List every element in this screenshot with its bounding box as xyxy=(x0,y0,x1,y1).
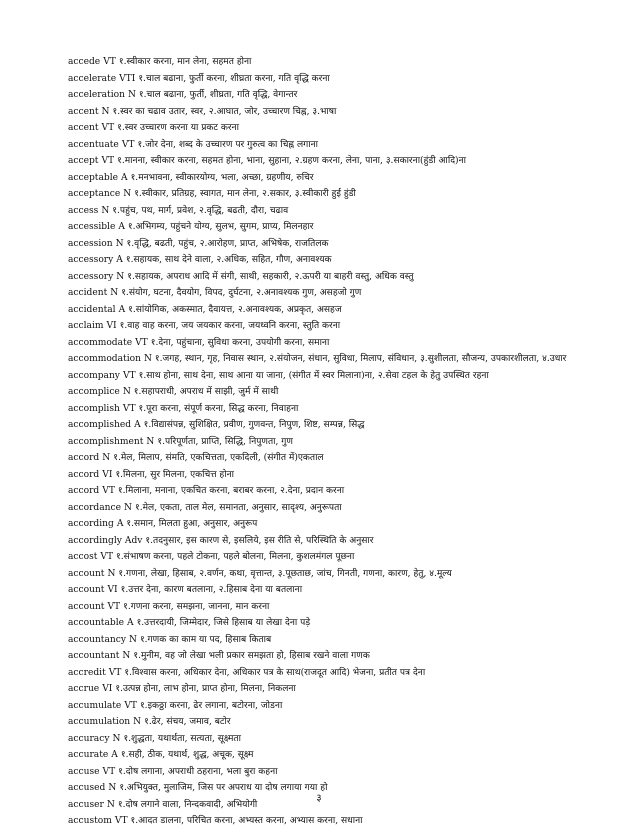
part-of-speech: N xyxy=(128,634,137,645)
part-of-speech: N xyxy=(108,783,117,793)
part-of-speech: VT xyxy=(135,337,148,348)
headword: accord xyxy=(68,469,100,480)
part-of-speech: VT xyxy=(108,667,122,678)
part-of-speech: VT xyxy=(102,486,115,496)
dictionary-entry xyxy=(68,285,588,302)
headword: accessory xyxy=(68,255,114,265)
part-of-speech: VT xyxy=(121,139,135,150)
definition: १.गणना, लेखा, हिसाब, २.वर्णन, कथा, वृत्तान्त, ३.पूछताछ, जांच, गिनती, गणना, कारण, हेतु, ४.मूल्य xyxy=(118,568,452,579)
headword: accordance xyxy=(68,502,122,513)
headword: accurate xyxy=(68,750,109,760)
headword: accuracy xyxy=(68,733,110,744)
definition: १.पहुंच, पथ, मार्ग, प्रवेश, २.वृद्धि, बढती, दौरा, चढाव xyxy=(112,205,289,216)
dictionary-entry xyxy=(68,153,588,170)
dictionary-entry xyxy=(68,269,588,286)
part-of-speech: A xyxy=(118,222,125,232)
dictionary-entry xyxy=(68,450,588,467)
dictionary-entry xyxy=(68,566,588,583)
definition: १.चाल बढाना, फुर्ती करना, शीघ्रता करना, गति वृद्धि करना xyxy=(138,73,330,84)
definition: १.मिलना, सुर मिलना, एकचित्त होना xyxy=(115,469,235,480)
definition: १.जगह, स्थान, गृह, निवास स्थान, २.संयोजन, संधान, सुविधा, मिलाप, संविधान, ३.सुशीलता, सौजन्य, उपकारशीलता, ४.उधार xyxy=(154,354,567,364)
definition: १.तदनुसार, इस कारण से, इसलिये, इस रीति से, परिस्थिति के अनुसार xyxy=(145,535,374,546)
dictionary-entry xyxy=(68,714,588,731)
dictionary-entry xyxy=(68,500,588,517)
dictionary-entry xyxy=(68,170,588,187)
dictionary-entry xyxy=(68,203,588,220)
part-of-speech: N xyxy=(112,733,121,744)
definition: १.दोष लगाना, अपराधी ठहराना, भला बुरा कहना xyxy=(118,766,278,777)
dictionary-entry xyxy=(68,582,588,599)
headword: accountable xyxy=(68,618,124,628)
definition: १.सहायक, साथ देने वाला, २.अधिक, सहित, गौण, अनावश्यक xyxy=(125,255,332,265)
headword: accumulate xyxy=(68,700,122,711)
definition: १.साथ होना, साथ देना, साथ आना या जाना, (संगीत में स्वर मिलाना)ना, २.सेवा टहल के हेतु उपस्थित रहना xyxy=(138,370,489,381)
part-of-speech: VI xyxy=(102,684,113,694)
part-of-speech: N xyxy=(146,436,155,447)
headword: accelerate xyxy=(68,73,117,84)
headword: account xyxy=(68,568,105,579)
definition: १.संयोग, घटना, दैवयोग, विपद, दुर्घटना, २.अनावश्यक गुण, असहजो गुण xyxy=(121,288,362,298)
definition: १.स्वर का चढाव उतार, स्वर, २.आघात, जोर, उच्चारण चिह्न, ३.भाषा xyxy=(112,106,337,117)
definition: १.ढेर, संचय, जमाव, बटोर xyxy=(144,717,231,727)
part-of-speech: A xyxy=(126,618,134,628)
page-number: ३ xyxy=(316,793,322,804)
part-of-speech: N xyxy=(101,106,110,117)
part-of-speech: VT xyxy=(122,370,136,381)
headword: accessory xyxy=(68,271,114,282)
definition: १.सही, ठीक, यथार्थ, शुद्ध, अचूक, सूक्ष्म xyxy=(120,750,254,760)
headword: accountant xyxy=(68,651,120,661)
definition: १.समान, मिलता हुआ, अनुसार, अनुरूप xyxy=(126,519,258,529)
definition: १.पूरा करना, संपूर्ण करना, सिद्ध करना, निवाहना xyxy=(138,403,299,414)
dictionary-entry xyxy=(68,764,588,781)
definition: १.सहापराधी, अपराध में साझी, जुर्म में साथी xyxy=(133,387,279,397)
dictionary-entry xyxy=(68,186,588,203)
part-of-speech: VT xyxy=(114,816,128,826)
headword: accent xyxy=(68,123,99,133)
part-of-speech: A xyxy=(116,255,123,265)
dictionary-entry xyxy=(68,351,588,368)
headword: acceptance xyxy=(68,189,121,199)
dictionary-entry xyxy=(68,120,588,137)
headword: accord xyxy=(68,486,100,496)
part-of-speech: VT xyxy=(124,700,137,711)
part-of-speech: VT xyxy=(122,403,136,414)
part-of-speech: N xyxy=(102,453,111,463)
headword: accountancy xyxy=(68,634,126,645)
definition: १.शुद्धता, यथार्थता, सत्यता, सूक्ष्मता xyxy=(123,733,241,744)
definition: १.अभियुक्त, मुलाजिम, जिस पर अपराध या दोष लगाया गया हो xyxy=(119,783,328,793)
part-of-speech: N xyxy=(115,238,124,249)
part-of-speech: A xyxy=(134,420,141,430)
definition: १.स्वीकार, प्रतिग्रह, स्वागत, मान लेना, २.सकार, ३.स्वीकारी हुई हुंडी xyxy=(134,189,356,199)
headword: accession xyxy=(68,238,113,249)
definition: १.विश्वास करना, अधिकार देना, अधिकार पत्र के साथ(राजदूत आदि) भेजना, प्रतीत पत्र देना xyxy=(124,667,426,678)
headword: accost xyxy=(68,552,98,562)
part-of-speech: A xyxy=(111,750,118,760)
dictionary-entry xyxy=(68,698,588,715)
headword: accordingly xyxy=(68,535,122,546)
part-of-speech: VT xyxy=(101,156,115,166)
definition: १.गणना करना, समझना, जानना, मान करना xyxy=(123,601,270,612)
definition: १.वृद्धि, बढती, पहुंच, २.आरोहण, प्राप्त, अभिषेक, राजतिलक xyxy=(126,238,329,249)
dictionary-entry xyxy=(68,483,588,500)
definition: १.उत्तरदायी, जिम्मेदार, जिसे हिसाब या लेखा देना पड़े xyxy=(136,618,311,628)
dictionary-entry xyxy=(68,417,588,434)
definition: १.आदत डालना, परिचित करना, अभ्यस्त करना, अभ्यास करना, सधाना xyxy=(130,816,363,826)
part-of-speech: N xyxy=(122,651,131,661)
headword: accessible xyxy=(68,222,116,232)
definition: १.मिलाना, मनाना, एकचित करना, बराबर करना, २.देना, प्रदान करना xyxy=(117,486,345,496)
headword: accompany xyxy=(68,370,120,381)
definition: १.स्वीकार करना, मान लेना, सहमत होना xyxy=(118,57,252,67)
part-of-speech: N xyxy=(116,271,125,282)
dictionary-entry xyxy=(68,731,588,748)
headword: accede xyxy=(68,57,101,67)
part-of-speech: N xyxy=(124,502,132,513)
definition: १.सहायक, अपराध आदि में संगी, साथी, सहकारी, २.ऊपरी या बाहरी वस्तु, अधिक वस्तु xyxy=(127,271,414,282)
dictionary-entry xyxy=(68,54,588,71)
dictionary-entry xyxy=(68,615,588,632)
dictionary-entry xyxy=(68,747,588,764)
headword: accumulation xyxy=(68,717,131,727)
definition: १.इकठ्ठा करना, ढेर लगाना, बटोरना, जोडना xyxy=(139,700,283,711)
part-of-speech: A xyxy=(118,304,126,315)
dictionary-entry xyxy=(68,434,588,451)
part-of-speech: N xyxy=(127,90,136,100)
dictionary-entry xyxy=(68,335,588,352)
headword: acclaim xyxy=(68,321,104,331)
part-of-speech: VT xyxy=(103,57,116,67)
part-of-speech: VI xyxy=(102,469,113,480)
part-of-speech: VTI xyxy=(119,73,136,84)
definition: १.उत्तर देना, कारण बतलाना, २.हिसाब देना या बतलाना xyxy=(120,585,303,595)
headword: accidental xyxy=(68,304,116,315)
dictionary-entry xyxy=(68,252,588,269)
headword: accept xyxy=(68,156,99,166)
definition: १.स्वर उच्चारण करना या प्रकट करना xyxy=(117,123,239,133)
headword: acceleration xyxy=(68,90,125,100)
dictionary-entry xyxy=(68,87,588,104)
headword: accomplishment xyxy=(68,436,144,447)
part-of-speech: N xyxy=(133,717,142,727)
dictionary-entry xyxy=(68,549,588,566)
dictionary-entry xyxy=(68,648,588,665)
part-of-speech: VI xyxy=(106,321,117,331)
part-of-speech: VI xyxy=(107,585,118,595)
part-of-speech: N xyxy=(106,799,115,810)
part-of-speech: N xyxy=(101,205,110,216)
headword: access xyxy=(68,205,99,216)
headword: accrue xyxy=(68,684,100,694)
definition: १.मेल, मिलाप, संमति, एकचित्तता, एकदिली, (संगीत में)एकताल xyxy=(113,453,324,463)
entry-list xyxy=(68,54,588,830)
headword: account xyxy=(68,601,105,612)
headword: accuser xyxy=(68,799,104,810)
part-of-speech: N xyxy=(143,354,152,364)
definition: १.अभिगम्य, पहुंचने योग्य, सुलभ, सुगम, प्राप्य, मिलनहार xyxy=(127,222,314,232)
dictionary-entry xyxy=(68,813,588,830)
headword: account xyxy=(68,585,105,595)
dictionary-entry xyxy=(68,104,588,121)
dictionary-entry xyxy=(68,516,588,533)
headword: accord xyxy=(68,453,100,463)
definition: १.जोर देना, शब्द के उच्चारण पर गुरुत्व का चिह्न लगाना xyxy=(137,139,318,150)
part-of-speech: N xyxy=(122,387,131,397)
part-of-speech: N xyxy=(107,568,116,579)
dictionary-entry xyxy=(68,533,588,550)
headword: accomplish xyxy=(68,403,120,414)
definition: १.उत्पन्न होना, लाभ होना, प्राप्त होना, मिलना, निकलना xyxy=(115,684,296,694)
headword: according xyxy=(68,519,114,529)
dictionary-entry xyxy=(68,318,588,335)
definition: १.देना, पहुंचाना, सुविधा करना, उपयोगी करना, समाना xyxy=(150,337,330,348)
dictionary-entry xyxy=(68,236,588,253)
part-of-speech: N xyxy=(110,288,119,298)
dictionary-entry xyxy=(68,219,588,236)
dictionary-entry xyxy=(68,665,588,682)
headword: accommodation xyxy=(68,354,141,364)
definition: १.मनभावना, स्वीकारयोग्य, भला, अच्छा, ग्रहणीय, रुचिर xyxy=(130,172,314,183)
definition: १.गणक का काम या पद, हिसाब किताब xyxy=(139,634,272,645)
part-of-speech: VT xyxy=(107,601,121,612)
dictionary-entry xyxy=(68,681,588,698)
definition: १.संभाषण करना, पहले टोकना, पहले बोलना, मिलना, कुशलमंगल पूछना xyxy=(116,552,355,562)
headword: accredit xyxy=(68,667,106,678)
headword: acceptable xyxy=(68,172,118,183)
dictionary-entry xyxy=(68,632,588,649)
definition: १.चाल बढाना, फुर्ती, शीघ्रता, गति वृद्धि, वेगान्तर xyxy=(138,90,298,100)
dictionary-entry xyxy=(68,467,588,484)
headword: accommodate xyxy=(68,337,133,348)
headword: accent xyxy=(68,106,99,117)
dictionary-entry xyxy=(68,384,588,401)
dictionary-entry xyxy=(68,599,588,616)
part-of-speech: VT xyxy=(100,552,114,562)
headword: accuse xyxy=(68,766,100,777)
part-of-speech: N xyxy=(123,189,132,199)
headword: accident xyxy=(68,288,108,298)
headword: accustom xyxy=(68,816,112,826)
definition: १.वाह वाह करना, जय जयकार करना, जयध्वनि करना, स्तुति करना xyxy=(119,321,341,331)
definition: १.मेल, एकता, ताल मेल, समानता, अनुसार, सादृश्य, अनुरूपता xyxy=(134,502,342,513)
dictionary-entry xyxy=(68,71,588,88)
headword: accomplished xyxy=(68,420,132,430)
part-of-speech: Adv xyxy=(124,535,143,546)
part-of-speech: A xyxy=(116,519,124,529)
definition: १.दोष लगाने वाला, निन्दकवादी, अभियोगी xyxy=(117,799,258,810)
part-of-speech: VT xyxy=(101,123,115,133)
headword: accused xyxy=(68,783,106,793)
definition: १.सांयोगिक, अकस्मात, दैवायत्त, २.अनावश्यक, अप्रकृत, असहज xyxy=(128,304,342,315)
part-of-speech: A xyxy=(121,172,128,183)
dictionary-entry xyxy=(68,401,588,418)
definition: १.मुनीम, वह जो लेखा भली प्रकार समझता हो, हिसाब रखने वाला गणक xyxy=(133,651,370,661)
part-of-speech: VT xyxy=(102,766,116,777)
dictionary-entry xyxy=(68,302,588,319)
definition: १.विद्यासंपन्न, सुशिक्षित, प्रवीण, गुणवन्त, निपुण, शिष्ट, सम्पन्न, सिद्ध xyxy=(143,420,365,430)
headword: accentuate xyxy=(68,139,119,150)
definition: १.परिपूर्णता, प्राप्ति, सिद्धि, निपुणता, गुण xyxy=(157,436,293,447)
dictionary-entry xyxy=(68,368,588,385)
definition: १.मानना, स्वीकार करना, सहमत होना, भाना, सुहाना, २.ग्रहण करना, लेना, पाना, ३.सकारना(हुंडी आदि)ना xyxy=(117,156,466,166)
dictionary-entry xyxy=(68,137,588,154)
headword: accomplice xyxy=(68,387,120,397)
